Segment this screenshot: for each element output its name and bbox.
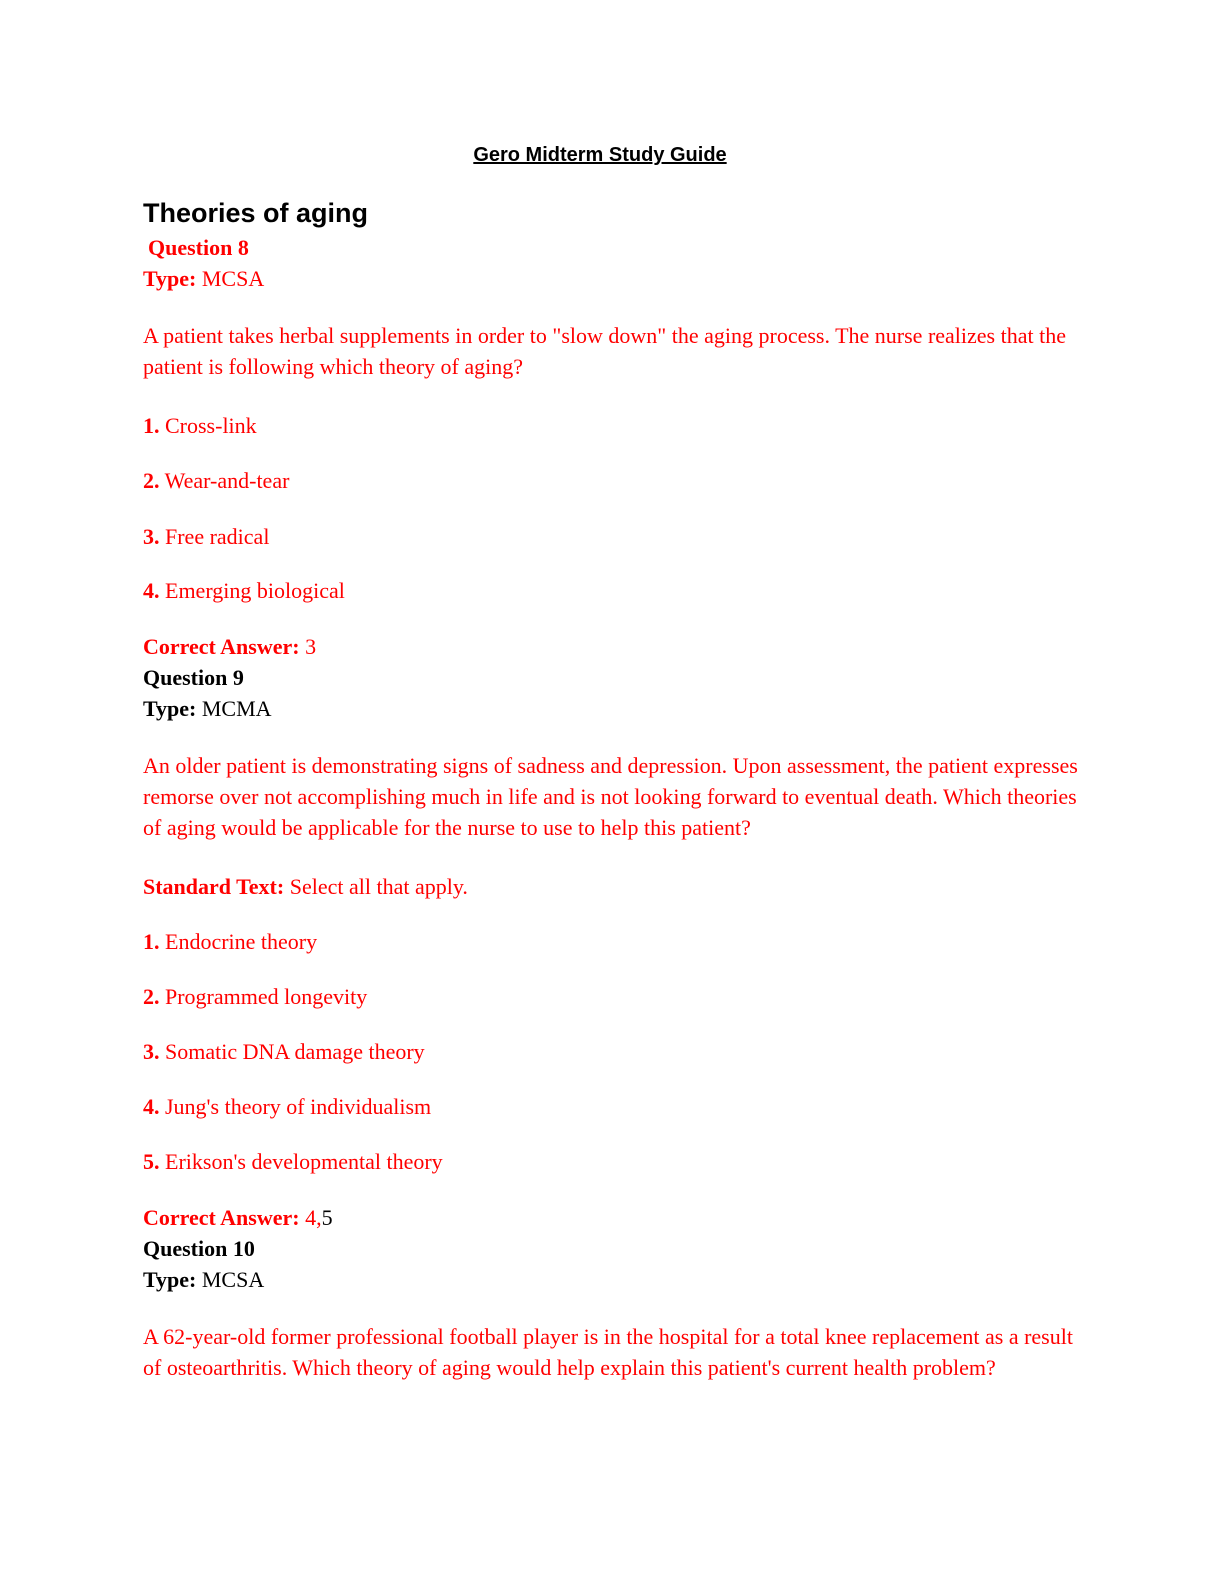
option-item — [143, 575, 1083, 606]
option-number: 3. — [143, 1039, 160, 1064]
question-10-label: Question 10 — [143, 1236, 255, 1261]
answer-value: 3 — [305, 634, 317, 659]
option-item — [143, 1091, 1083, 1122]
option-item — [143, 926, 1083, 957]
type-label: Type: — [143, 266, 197, 291]
question-10-stem: A 62-year-old former professional football player is in the hospital for a total knee replacement as a result of osteoarthritis. Which theory of aging would help explain this patient's current health problem? — [143, 1324, 1073, 1380]
answer-value-red: 4, — [305, 1205, 322, 1230]
answer-value-black: 5 — [321, 1205, 333, 1230]
section-heading: Theories of aging — [143, 198, 369, 228]
option-text: Cross-link — [165, 413, 257, 438]
option-item — [143, 981, 1083, 1012]
type-value: MCSA — [201, 266, 265, 291]
option-text: Wear-and-tear — [164, 468, 290, 493]
option-text: Free radical — [165, 524, 270, 549]
type-value: MCMA — [201, 696, 272, 721]
option-text: Endocrine theory — [165, 929, 318, 954]
option-text: Emerging biological — [165, 578, 345, 603]
option-item — [143, 410, 1083, 441]
option-number: 1. — [143, 413, 160, 438]
type-value: MCSA — [201, 1267, 265, 1292]
option-number: 2. — [143, 468, 160, 493]
question-10-type — [143, 1264, 1083, 1295]
option-number: 2. — [143, 984, 160, 1009]
type-label: Type: — [143, 1267, 197, 1292]
standard-text-label: Standard Text: — [143, 874, 285, 899]
question-9-standard-text — [143, 871, 1083, 902]
question-8-correct-answer — [143, 631, 1083, 662]
question-9-correct-answer — [143, 1202, 1083, 1233]
question-8-label: Question 8 — [148, 235, 249, 260]
option-item — [143, 521, 1083, 552]
question-9-stem: An older patient is demonstrating signs of sadness and depression. Upon assessment, the patient expresses remorse over not accomplishing much in life and is not looking forward to eventual death. Which theories of aging would be applicable for the nurse to use to help this patient? — [143, 753, 1078, 840]
question-9-label: Question 9 — [143, 665, 244, 690]
option-number: 4. — [143, 1094, 160, 1119]
question-8-stem: A patient takes herbal supplements in order to "slow down" the aging process. The nurse realizes that the patient is following which theory of aging? — [143, 323, 1066, 379]
option-item — [143, 1036, 1083, 1067]
option-item — [143, 465, 1083, 496]
question-8-type — [143, 263, 1083, 294]
standard-text-value: Select all that apply. — [289, 874, 468, 899]
option-number: 3. — [143, 524, 160, 549]
option-item — [143, 1146, 1083, 1177]
option-text: Jung's theory of individualism — [165, 1094, 432, 1119]
answer-label: Correct Answer: — [143, 634, 300, 659]
option-text: Erikson's developmental theory — [165, 1149, 443, 1174]
option-number: 1. — [143, 929, 160, 954]
document-title: Gero Midterm Study Guide — [473, 144, 727, 166]
option-number: 4. — [143, 578, 160, 603]
type-label: Type: — [143, 696, 197, 721]
question-9-type — [143, 693, 1083, 724]
option-text: Programmed longevity — [165, 984, 368, 1009]
option-number: 5. — [143, 1149, 160, 1174]
answer-label: Correct Answer: — [143, 1205, 300, 1230]
option-text: Somatic DNA damage theory — [165, 1039, 425, 1064]
